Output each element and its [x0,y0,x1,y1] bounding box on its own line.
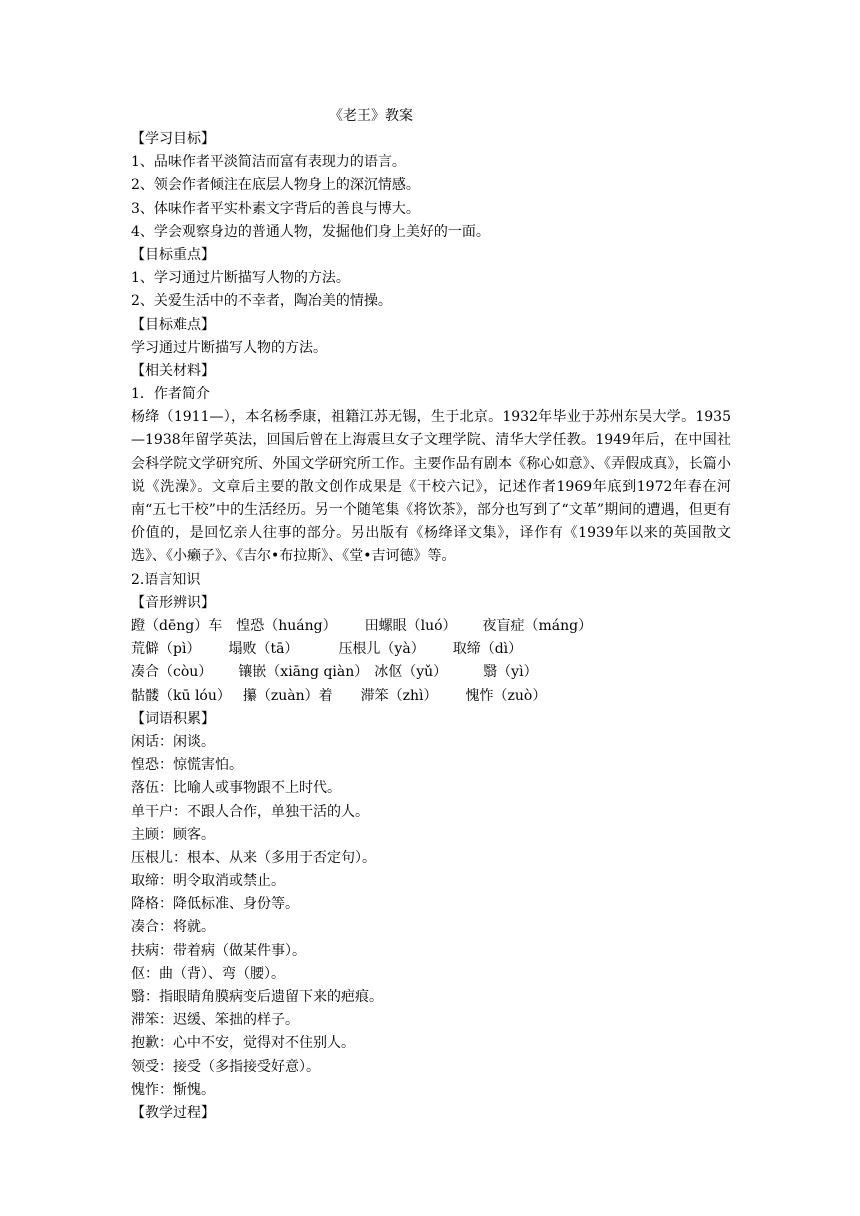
pronunciation-row [131,685,731,708]
pronunciation-entry: 翳（yì） [483,664,538,681]
pronunciation-entry: 惶恐（huáng） [236,618,337,635]
pronunciation-entry: 荒僻（pì） [131,641,201,658]
vocabulary-item: 惶恐：惊慌害怕。 [131,757,243,774]
vocabulary-item: 主顾：顾客。 [131,826,215,843]
objectives-heading: 【学习目标】 [131,131,215,147]
vocabulary-item: 凑合：将就。 [131,919,215,936]
pronunciation-entry: 夜盲症（máng） [482,618,593,635]
materials-heading: 【相关材料】 [131,362,215,379]
pronunciation-entry: 凑合（còu） [131,664,213,681]
objective-item: 2、领会作者倾注在底层人物身上的深沉情感。 [131,177,420,194]
pronunciation-entry: 压根儿（yà） [338,641,425,658]
language-heading: 2.语言知识 [131,571,201,588]
vocabulary-item: 扶病：带着病（做某件事）。 [131,942,306,959]
vocabulary-item: 闲话：闲谈。 [131,733,215,750]
vocabulary-heading: 【词语积累】 [131,710,215,727]
pronunciation-entry: 攥（zuàn）着 [242,687,333,704]
pronunciation-entry: 取缔（dì） [452,641,523,658]
vocabulary-item: 愧怍：惭愧。 [131,1081,215,1098]
author-bio: 杨绛（1911—），本名杨季康，祖籍江苏无锡，生于北京。1932年毕业于苏州东吴大学。1935—1938年留学英法，回国后曾在上海震旦女子文理学院、清华大学任教。1949年后，在中国社会科学院文学研究所、外国文学研究所工作。主要作品有剧本《称心如意》、《弄假成真》，长篇小说《洗澡》。文章后主要的散文创作成果是《干校六记》，记述作者1969年底到1972年春在河南“五七干校”中的生活经历。另一个随笔集《将饮茶》，部分也写到了“文革”期间的遭遇，但更有价值的，是回忆亲人往事的部分。另出版有《杨绛译文集》，译作有《1939年以来的英国散文选》、《小癞子》、《吉尔•布拉斯》、《堂•吉诃德》等。 [131,409,731,565]
vocabulary-item: 单干户：不跟人合作，单独干活的人。 [131,803,369,820]
author-heading: 1．作者简介 [131,386,210,403]
difficulties-heading: 【目标难点】 [131,316,215,333]
key-points-heading: 【目标重点】 [131,246,215,263]
pronunciation-row [131,638,731,661]
objective-item: 1、品味作者平淡简洁而富有表现力的语言。 [131,154,406,171]
vocabulary-item: 领受：接受（多指接受好意）。 [131,1058,320,1075]
pronunciation-entry: 田螺眼（luó） [364,618,457,635]
pronunciation-entry: 塌败（tā） [228,641,299,658]
vocabulary-item: 压根儿：根本、从来（多用于否定句）。 [131,849,376,866]
document-content [131,104,731,1125]
process-heading: 【教学过程】 [131,1104,215,1121]
document-title: 《老王》教案 [329,108,413,124]
vocabulary-item: 降格：降低标准、身份等。 [131,896,299,913]
difficulty-item: 学习通过片断描写人物的方法。 [131,339,327,356]
vocabulary-item: 伛：曲（背）、弯（腰）。 [131,965,285,982]
pronunciation-entry: 滞笨（zhì） [360,687,438,704]
pronunciation-entry: 冰伛（yǔ） [374,664,448,681]
pronunciation-row [131,615,731,638]
objective-item: 3、体味作者平实朴素文字背后的善良与博大。 [131,200,420,217]
pronunciation-row [131,661,731,684]
vocabulary-item: 抱歉：心中不安，觉得对不住别人。 [131,1035,355,1052]
pronunciation-heading: 【音形辨识】 [131,594,215,611]
vocabulary-item: 滞笨：迟缓、笨拙的样子。 [131,1012,299,1029]
vocabulary-item: 翳：指眼睛角膜病变后遗留下来的疤痕。 [131,989,383,1006]
key-point-item: 2、关爱生活中的不幸者，陶冶美的情操。 [131,293,392,310]
vocabulary-item: 取缔：明令取消或禁止。 [131,873,285,890]
pronunciation-entry: 蹬（dēng）车 [131,618,223,635]
pronunciation-entry: 骷髅（kū lóu） [131,687,231,704]
objective-item: 4、学会观察身边的普通人物，发掘他们身上美好的一面。 [131,223,490,240]
pronunciation-entry: 愧怍（zuò） [465,687,547,704]
vocabulary-item: 落伍：比喻人或事物跟不上时代。 [131,780,341,797]
key-point-item: 1、学习通过片断描写人物的方法。 [131,270,350,287]
pronunciation-entry: 镶嵌（xiāng qiàn） [238,664,369,681]
